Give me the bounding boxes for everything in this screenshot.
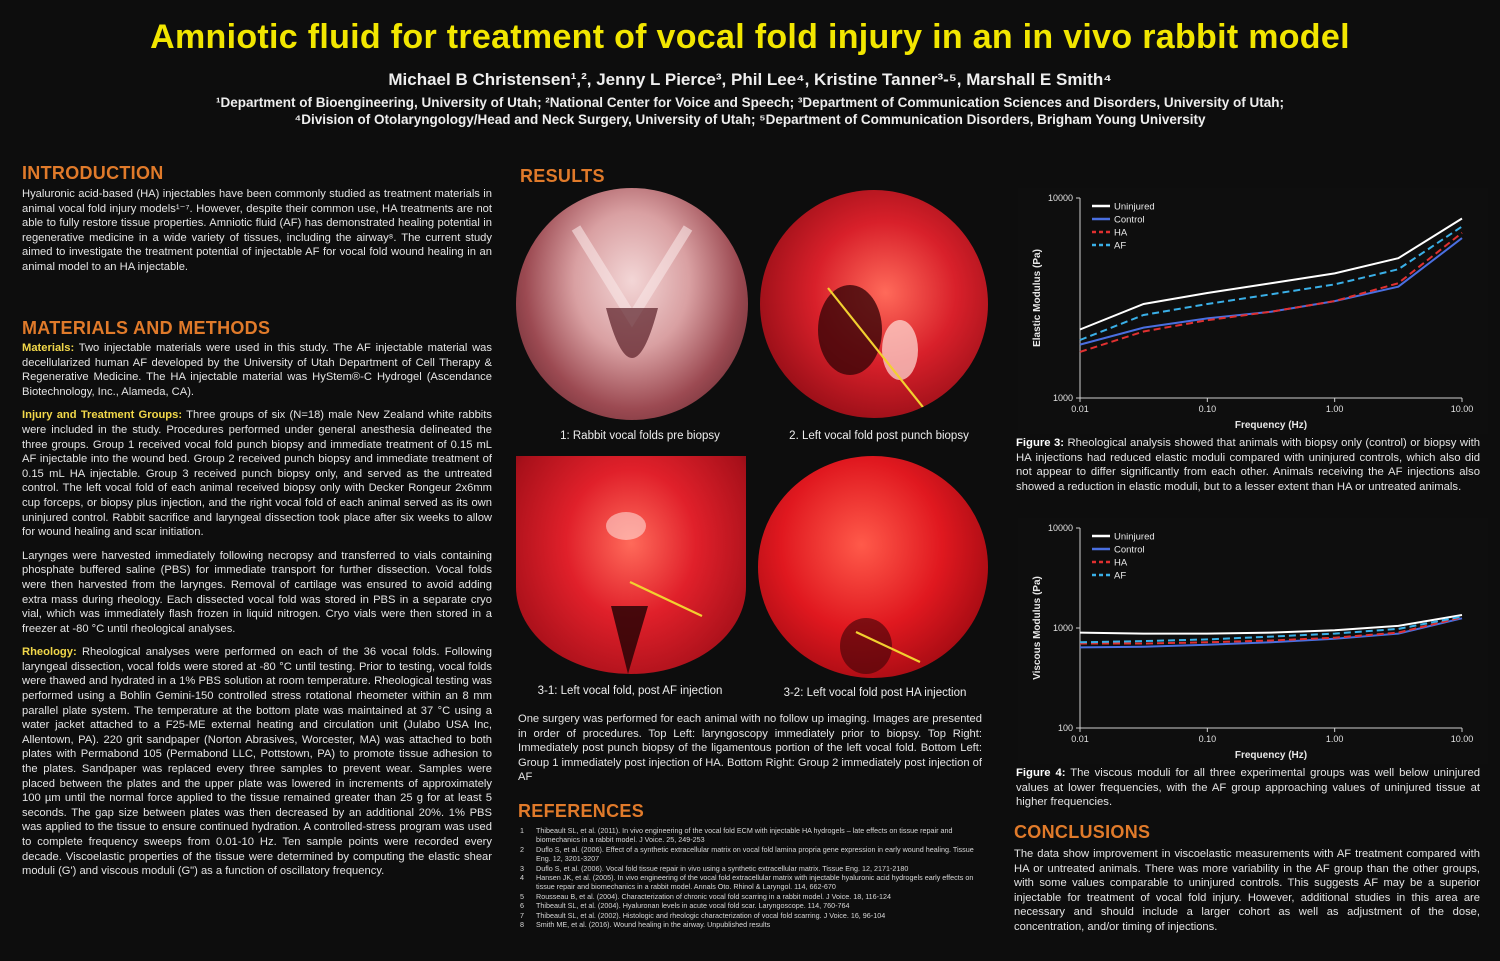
- caption-post-ha: 3-2: Left vocal fold post HA injection: [783, 687, 967, 699]
- x-axis-title: Frequency (Hz): [1234, 750, 1308, 761]
- reference-item: [520, 892, 988, 901]
- reference-text: Hansen JK, et al. (2005). In vivo engineering of the vocal fold extracellular matrix with injectable hyaluronic acid hydrogels early effects on tissue repair and biomechanics in a rabbit model. Annals Oto. Rhinol & Laryngol. 114, 662-670: [536, 873, 974, 892]
- references-heading: REFERENCES: [518, 801, 645, 821]
- figure-4-viscous-chart: [1018, 518, 1488, 764]
- photo-pre-biopsy-illustration: [516, 188, 748, 420]
- reference-text: Thibeault SL, et al. (2011). In vivo engineering of the vocal fold ECM with injectable HA hydrogels – late effects on tissue repair and biomechanics in a rabbit model. J Voice. 25, 249-253: [536, 826, 953, 845]
- photo-post-ha-illustration: [758, 456, 988, 678]
- legend-label: Control: [1114, 214, 1145, 226]
- reference-item: [520, 901, 988, 910]
- figure-4-caption: [1016, 766, 1480, 810]
- y-tick-label: 10000: [1047, 193, 1073, 203]
- affiliation-line: ¹Department of Bioengineering, University of Utah; ²National Center for Voice and Speech; ³Department of Communication Sciences and Disorders, University of Utah;: [216, 95, 1284, 110]
- legend-label: HA: [1114, 557, 1128, 569]
- figure-4-label: Figure 4:: [1016, 767, 1066, 779]
- introduction-heading: INTRODUCTION: [22, 163, 164, 183]
- reference-item: [520, 873, 988, 892]
- materials-paragraph: [22, 341, 492, 399]
- introduction-text: Hyaluronic acid-based (HA) injectables have been commonly studied as treatment materials in animal vocal fold injury models¹⁻⁷. However, despite their common use, HA treatments are not able to fully restore tissue properties. Amniotic fluid (AF) has demonstrated healing potential in regenerative medicine in a wide variety of tissues, including the airway⁸. The current study aimed to investigate the treatment potential of injectable AF for vocal fold wound healing in an animal model to an HA injectable.: [22, 188, 492, 273]
- reference-number: 2: [520, 844, 524, 854]
- legend-label: AF: [1114, 570, 1127, 582]
- figure-3-elastic-chart: [1018, 188, 1488, 434]
- conclusions-text: The data show improvement in viscoelastic measurements with AF treatment compared with HA or untreated animals. There was more variability in the AF group than the other groups, with some values comparable to uninjured controls. This suggests AF may be a superior injectable for treatment of vocal fold injury. However, additional studies in this area are necessary and should include a larger cohort as well as adjustment of the dose, concentration, and/or timing of injections.: [1014, 848, 1480, 933]
- figure-4-text: The viscous moduli for all three experimental groups was well below uninjured values at lower frequencies, with the AF group approaching values of uninjured tissue at higher frequencies.: [1016, 767, 1481, 809]
- reference-text: Duflo S, et al. (2006). Effect of a synthetic extracellular matrix on vocal fold lamina propria gene expression in early wound healing. Tissue Eng. 12, 3201-3207: [536, 844, 974, 864]
- methods-heading: MATERIALS AND METHODS: [22, 318, 271, 338]
- rheology-text: Rheological analyses were performed on each of the 36 vocal folds. Following laryngeal dissection, vocal folds were stored at -80 °C until testing. Prior to testing, vocal folds were thawed and hydrated in a 1% PBS solution at room temperature. Rheological testing was performed using a Bohlin Gemini-150 controlled stress rotational rheometer within an 8 mm parallel plate system. The temperature at the bottom plate was maintained at 37 °C using a water jacket attached to a F25-ME external heating and circulation unit (Julabo USA Inc, Allentown, PA). 220 grit sandpaper (Norton Abrasives, Worcester, MA) was attached to both plates with Permabond 105 (Permabond LLC, Pottstown, PA) to promote tissue adhesion to the plates. Sandpaper was replaced every three samples to prevent wear. Samples were placed between the plates and the upper plate was lowered in increments of approximately 100 µm until the normal force applied to the tissue remained greater than 25 g for at least 5 seconds. The gap size between plates was then decreased by an additional 20%. 1% PBS was applied to the tissue to ensure continued hydration. A controlled-stress program was used to complete frequency sweeps from 0.01-10 Hz. Ten sample points were recorded every decade. Viscoelastic properties of the tissue were determined by computing the elastic shear moduli (G') and viscous moduli (G") as a function of oscillatory frequency.: [22, 646, 492, 878]
- reference-number: 1: [520, 826, 524, 835]
- x-tick-label: 0.10: [1198, 404, 1217, 414]
- reference-item: [520, 864, 988, 873]
- chart-background: [1018, 518, 1488, 764]
- photo-post-af-injection: [516, 456, 746, 674]
- reference-text: Rousseau B, et al. (2004). Characterization of chronic vocal fold scarring in a rabbit model. J Voice. 18, 116-124: [536, 891, 892, 901]
- groups-text: Three groups of six (N=18) male New Zealand white rabbits were included in the study. Procedures performed under general anesthesia delineated the three groups. Group 1 received vocal fold punch biopsy and immediate treatment of 0.15 mL AF injectable into the wound bed. Group 2 received punch biopsy and immediate treatment of 0.15 mL HA injectable. Group 3 received punch biopsy only, and served as the untreated control. The left vocal fold of each animal received biopsy only with Decker Rongeur 2x6mm cup forceps, or biopsy plus injection, and the right vocal fold of each animal served as its own uninjured control. Rabbit sacrifice and laryngeal dissection took place after six weeks to allow for wound healing and scar initiation.: [22, 409, 492, 539]
- reference-item: [520, 845, 988, 864]
- reference-number: 8: [520, 920, 524, 930]
- y-axis-title: Elastic Modulus (Pa): [1032, 249, 1043, 347]
- figure-3-label: Figure 3:: [1016, 437, 1065, 449]
- y-tick-label: 10000: [1047, 523, 1073, 533]
- x-tick-label: 10.00: [1450, 734, 1474, 744]
- reference-number: 5: [520, 891, 524, 901]
- x-tick-label: 0.10: [1198, 734, 1217, 744]
- photo-post-biopsy-illustration: [760, 190, 988, 418]
- rheology-paragraph: [22, 645, 492, 879]
- larynges-paragraph: Larynges were harvested immediately following necropsy and transferred to vials containing phosphate buffered saline (PBS) for immediate transport for further dissection. Vocal folds were then harvested from the larynges. Removal of cartilage was ensured to avoid adding extra mass during rheology. Each dissected vocal fold was stored in PBS in a separate cryo vial, which was immediately flash frozen in liquid nitrogen. Cryo vials were then stored in a freezer at -80 °C until rheological analyses.: [22, 549, 492, 635]
- reference-item: [520, 920, 988, 929]
- x-tick-label: 1.00: [1325, 734, 1344, 744]
- references-list: [520, 826, 988, 929]
- legend-label: Control: [1114, 544, 1145, 556]
- reference-text: Smith ME, et al. (2016). Wound healing in the airway. Unpublished results: [536, 920, 771, 930]
- y-tick-label: 1000: [1052, 393, 1073, 403]
- reference-text: Thibeault SL, et al. (2002). Histologic and rheologic characterization of vocal fold scarring. J Voice. 16, 96-104: [536, 910, 886, 920]
- materials-text: Two injectable materials were used in this study. The AF injectable material was decellularized human AF developed by the University of Utah Department of Cell Therapy & Regenerative Medicine. The HA injectable material was HyStem®-C Hydrogel (Ascendance Biotechnology, Inc., Alameda, CA).: [22, 342, 492, 398]
- authors: Michael B Christensen¹,², Jenny L Pierce³, Phil Lee⁴, Kristine Tanner³-⁵, Marshall E Smith⁴: [388, 70, 1112, 89]
- legend-label: HA: [1114, 227, 1128, 239]
- groups-label: Injury and Treatment Groups:: [22, 409, 183, 422]
- reference-item: [520, 911, 988, 920]
- figure-3-text: Rheological analysis showed that animals with biopsy only (control) or biopsy with HA injections had reduced elastic moduli compared with uninjured controls, which also did not appear to differ significantly from each other. Animals receiving the AF injections also showed a reduction in elastic moduli, but to a lesser extent than HA or untreated animals.: [1016, 437, 1481, 493]
- reference-item: [520, 826, 988, 845]
- poster-title: Amniotic fluid for treatment of vocal fold injury in an in vivo rabbit model: [150, 18, 1350, 56]
- y-axis-title: Viscous Modulus (Pa): [1032, 576, 1043, 680]
- y-tick-label: 100: [1057, 723, 1073, 733]
- x-tick-label: 1.00: [1325, 404, 1344, 414]
- caption-post-af: 3-1: Left vocal fold, post AF injection: [537, 685, 723, 697]
- reference-number: 3: [520, 863, 524, 873]
- photo-post-ha-injection: [758, 456, 988, 678]
- methods-body: [22, 341, 492, 888]
- legend-label: Uninjured: [1114, 531, 1155, 543]
- photo-post-af-illustration: [516, 456, 746, 674]
- legend-label: Uninjured: [1114, 201, 1155, 213]
- x-tick-label: 0.01: [1071, 404, 1089, 414]
- reference-text: Thibeault SL, et al. (2004). Hyaluronan levels in acute vocal fold scar. Laryngoscope. 114, 760-764: [536, 901, 850, 911]
- photo-pre-biopsy: [516, 188, 748, 420]
- rheology-label: Rheology:: [22, 646, 77, 659]
- legend-label: AF: [1114, 240, 1127, 252]
- groups-paragraph: [22, 408, 492, 539]
- reference-number: 6: [520, 901, 524, 911]
- y-tick-label: 1000: [1052, 623, 1073, 633]
- x-tick-label: 0.01: [1071, 734, 1089, 744]
- materials-label: Materials:: [22, 342, 75, 354]
- affiliations: [0, 94, 1500, 128]
- reference-text: Duflo S, et al. (2006). Vocal fold tissue repair in vivo using a synthetic extracellular matrix. Tissue Eng. 12, 2171-2180: [536, 863, 909, 873]
- caption-pre-biopsy: 1: Rabbit vocal folds pre biopsy: [560, 430, 720, 442]
- affiliation-line: ⁴Division of Otolaryngology/Head and Neck Surgery, University of Utah; ⁵Department of Communication Disorders, Brigham Young University: [294, 112, 1206, 127]
- figure-3-caption: [1016, 436, 1480, 494]
- chart-background: [1018, 188, 1488, 434]
- reference-number: 4: [520, 873, 524, 883]
- results-description: One surgery was performed for each animal with no follow up imaging. Images are presented in order of procedures. Top Left: laryngoscopy immediately prior to biopsy. Top Right: Immediately post punch biopsy of the ligamentous portion of the left vocal fold. Bottom Left: Group 1 immediately post injection of HA. Bottom Right: Group 2 immediately post injection of AF: [518, 713, 982, 784]
- photo-post-biopsy: [760, 190, 988, 418]
- results-heading: RESULTS: [520, 166, 605, 186]
- caption-post-biopsy: 2. Left vocal fold post punch biopsy: [789, 430, 969, 442]
- conclusions-heading: CONCLUSIONS: [1014, 822, 1151, 842]
- reference-number: 7: [520, 910, 524, 920]
- x-axis-title: Frequency (Hz): [1234, 420, 1308, 431]
- x-tick-label: 10.00: [1450, 404, 1474, 414]
